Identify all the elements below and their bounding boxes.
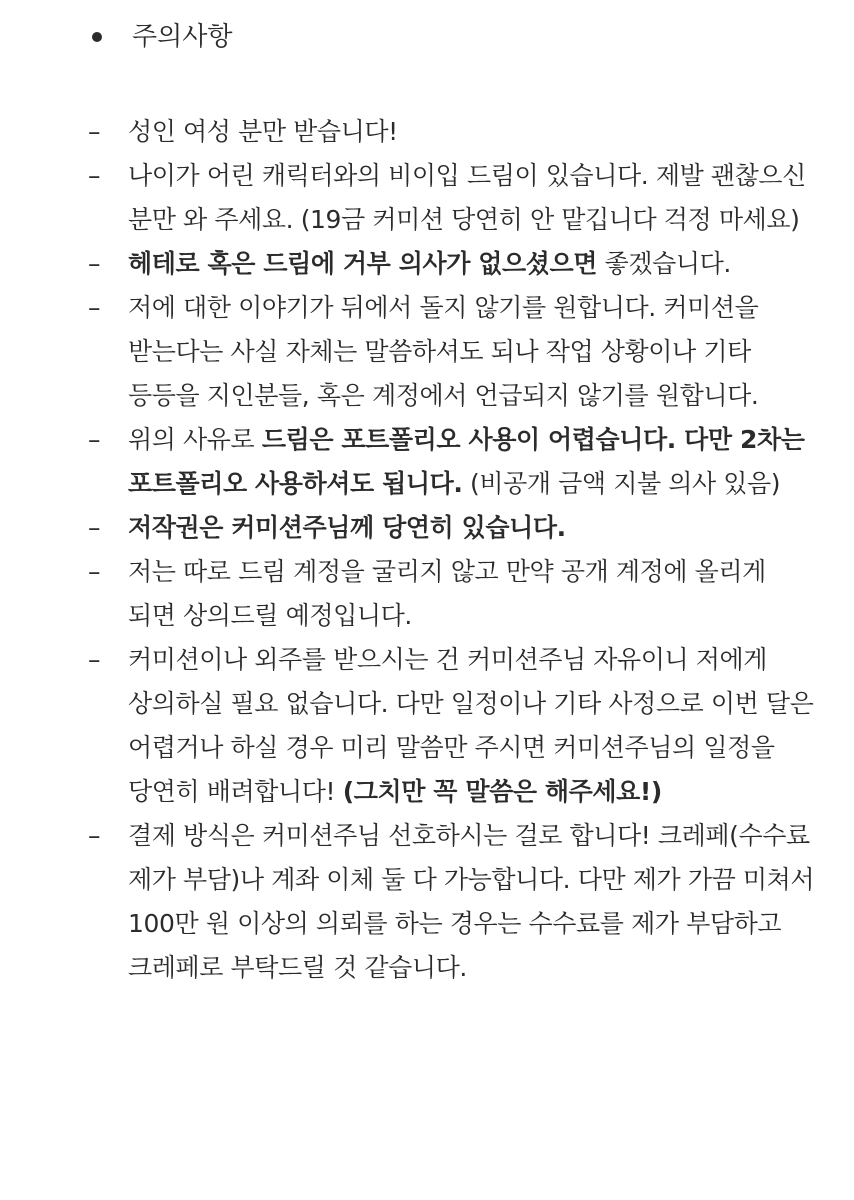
- bold-text-segment: 저작권은 커미션주님께 당연히 있습니다.: [128, 513, 566, 542]
- notice-item-text: [128, 161, 806, 234]
- notice-list: [88, 110, 818, 990]
- text-segment: 결제 방식은 커미션주님 선호하시는 걸로 합니다! 크레페(수수료 제가 부담)나 계좌 이체 둘 다 가능합니다. 다만 제가 가끔 미쳐서 100만 원 이상의 의뢰를 하는 경우는 수수료를 제가 부담하고 크레페로 부탁드릴 것 같습니다.: [128, 821, 815, 982]
- notice-item-text: [128, 117, 398, 146]
- text-segment: (비공개 금액 지불 의사 있음): [462, 469, 781, 498]
- heading-text: 주의사항: [132, 22, 233, 52]
- notice-item: [88, 638, 818, 814]
- notice-item: [88, 418, 818, 506]
- notice-item: [88, 814, 818, 990]
- notice-item: [88, 154, 818, 242]
- text-segment: 저에 대한 이야기가 뒤에서 돌지 않기를 원합니다. 커미션을 받는다는 사실 자체는 말씀하셔도 되나 작업 상황이나 기타 등등을 지인분들, 혹은 계정에서 언급되지 않기를 원합니다.: [128, 293, 759, 410]
- dash-bullet: –: [88, 249, 101, 278]
- notice-item: [88, 286, 818, 418]
- notice-item-text: [128, 645, 813, 806]
- notice-item: [88, 110, 818, 154]
- text-segment: 커미션이나 외주를 받으시는 건 커미션주님 자유이니 저에게 상의하실 필요 없습니다. 다만 일정이나 기타 사정으로 이번 달은 어렵거나 하실 경우 미리 말씀만 주시면 커미션주님의 일정을 당연히 배려합니다!: [128, 645, 814, 806]
- dash-bullet: –: [88, 117, 101, 146]
- bold-text-segment: (그치만 꼭 말씀은 해주세요!): [342, 777, 662, 806]
- notice-heading: [88, 18, 232, 56]
- notice-item-text: [128, 513, 566, 542]
- dash-bullet: –: [88, 821, 101, 850]
- notice-item-text: [128, 293, 758, 410]
- dash-bullet: –: [88, 557, 101, 586]
- dash-bullet: –: [88, 161, 101, 190]
- dash-bullet: –: [88, 425, 101, 454]
- notice-item-text: [128, 821, 814, 982]
- notice-item: [88, 506, 818, 550]
- dash-bullet: –: [88, 513, 101, 542]
- text-segment: 위의 사유로: [128, 425, 262, 454]
- dash-bullet: –: [88, 293, 101, 322]
- notice-item-text: [128, 249, 731, 278]
- text-segment: 성인 여성 분만 받습니다!: [128, 117, 398, 146]
- text-segment: 나이가 어린 캐릭터와의 비이입 드림이 있습니다. 제발 괜찮으신 분만 와 주세요. (19금 커미션 당연히 안 맡깁니다 걱정 마세요): [128, 161, 806, 234]
- bold-text-segment: 헤테로 혹은 드림에 거부 의사가 없으셨으면: [128, 249, 598, 278]
- notice-item: [88, 242, 818, 286]
- notice-item-text: [128, 557, 766, 630]
- text-segment: 저는 따로 드림 계정을 굴리지 않고 만약 공개 계정에 올리게 되면 상의드릴 예정입니다.: [128, 557, 766, 630]
- notice-item: [88, 550, 818, 638]
- bullet-dot-icon: [92, 32, 102, 42]
- notice-item-text: [128, 425, 804, 498]
- bold-text-segment: 드림은 포트폴리오 사용이 어렵습니다. 다만 2차는 포트폴리오 사용하셔도 됩니다.: [128, 425, 805, 498]
- text-segment: 좋겠습니다.: [597, 249, 731, 278]
- dash-bullet: –: [88, 645, 101, 674]
